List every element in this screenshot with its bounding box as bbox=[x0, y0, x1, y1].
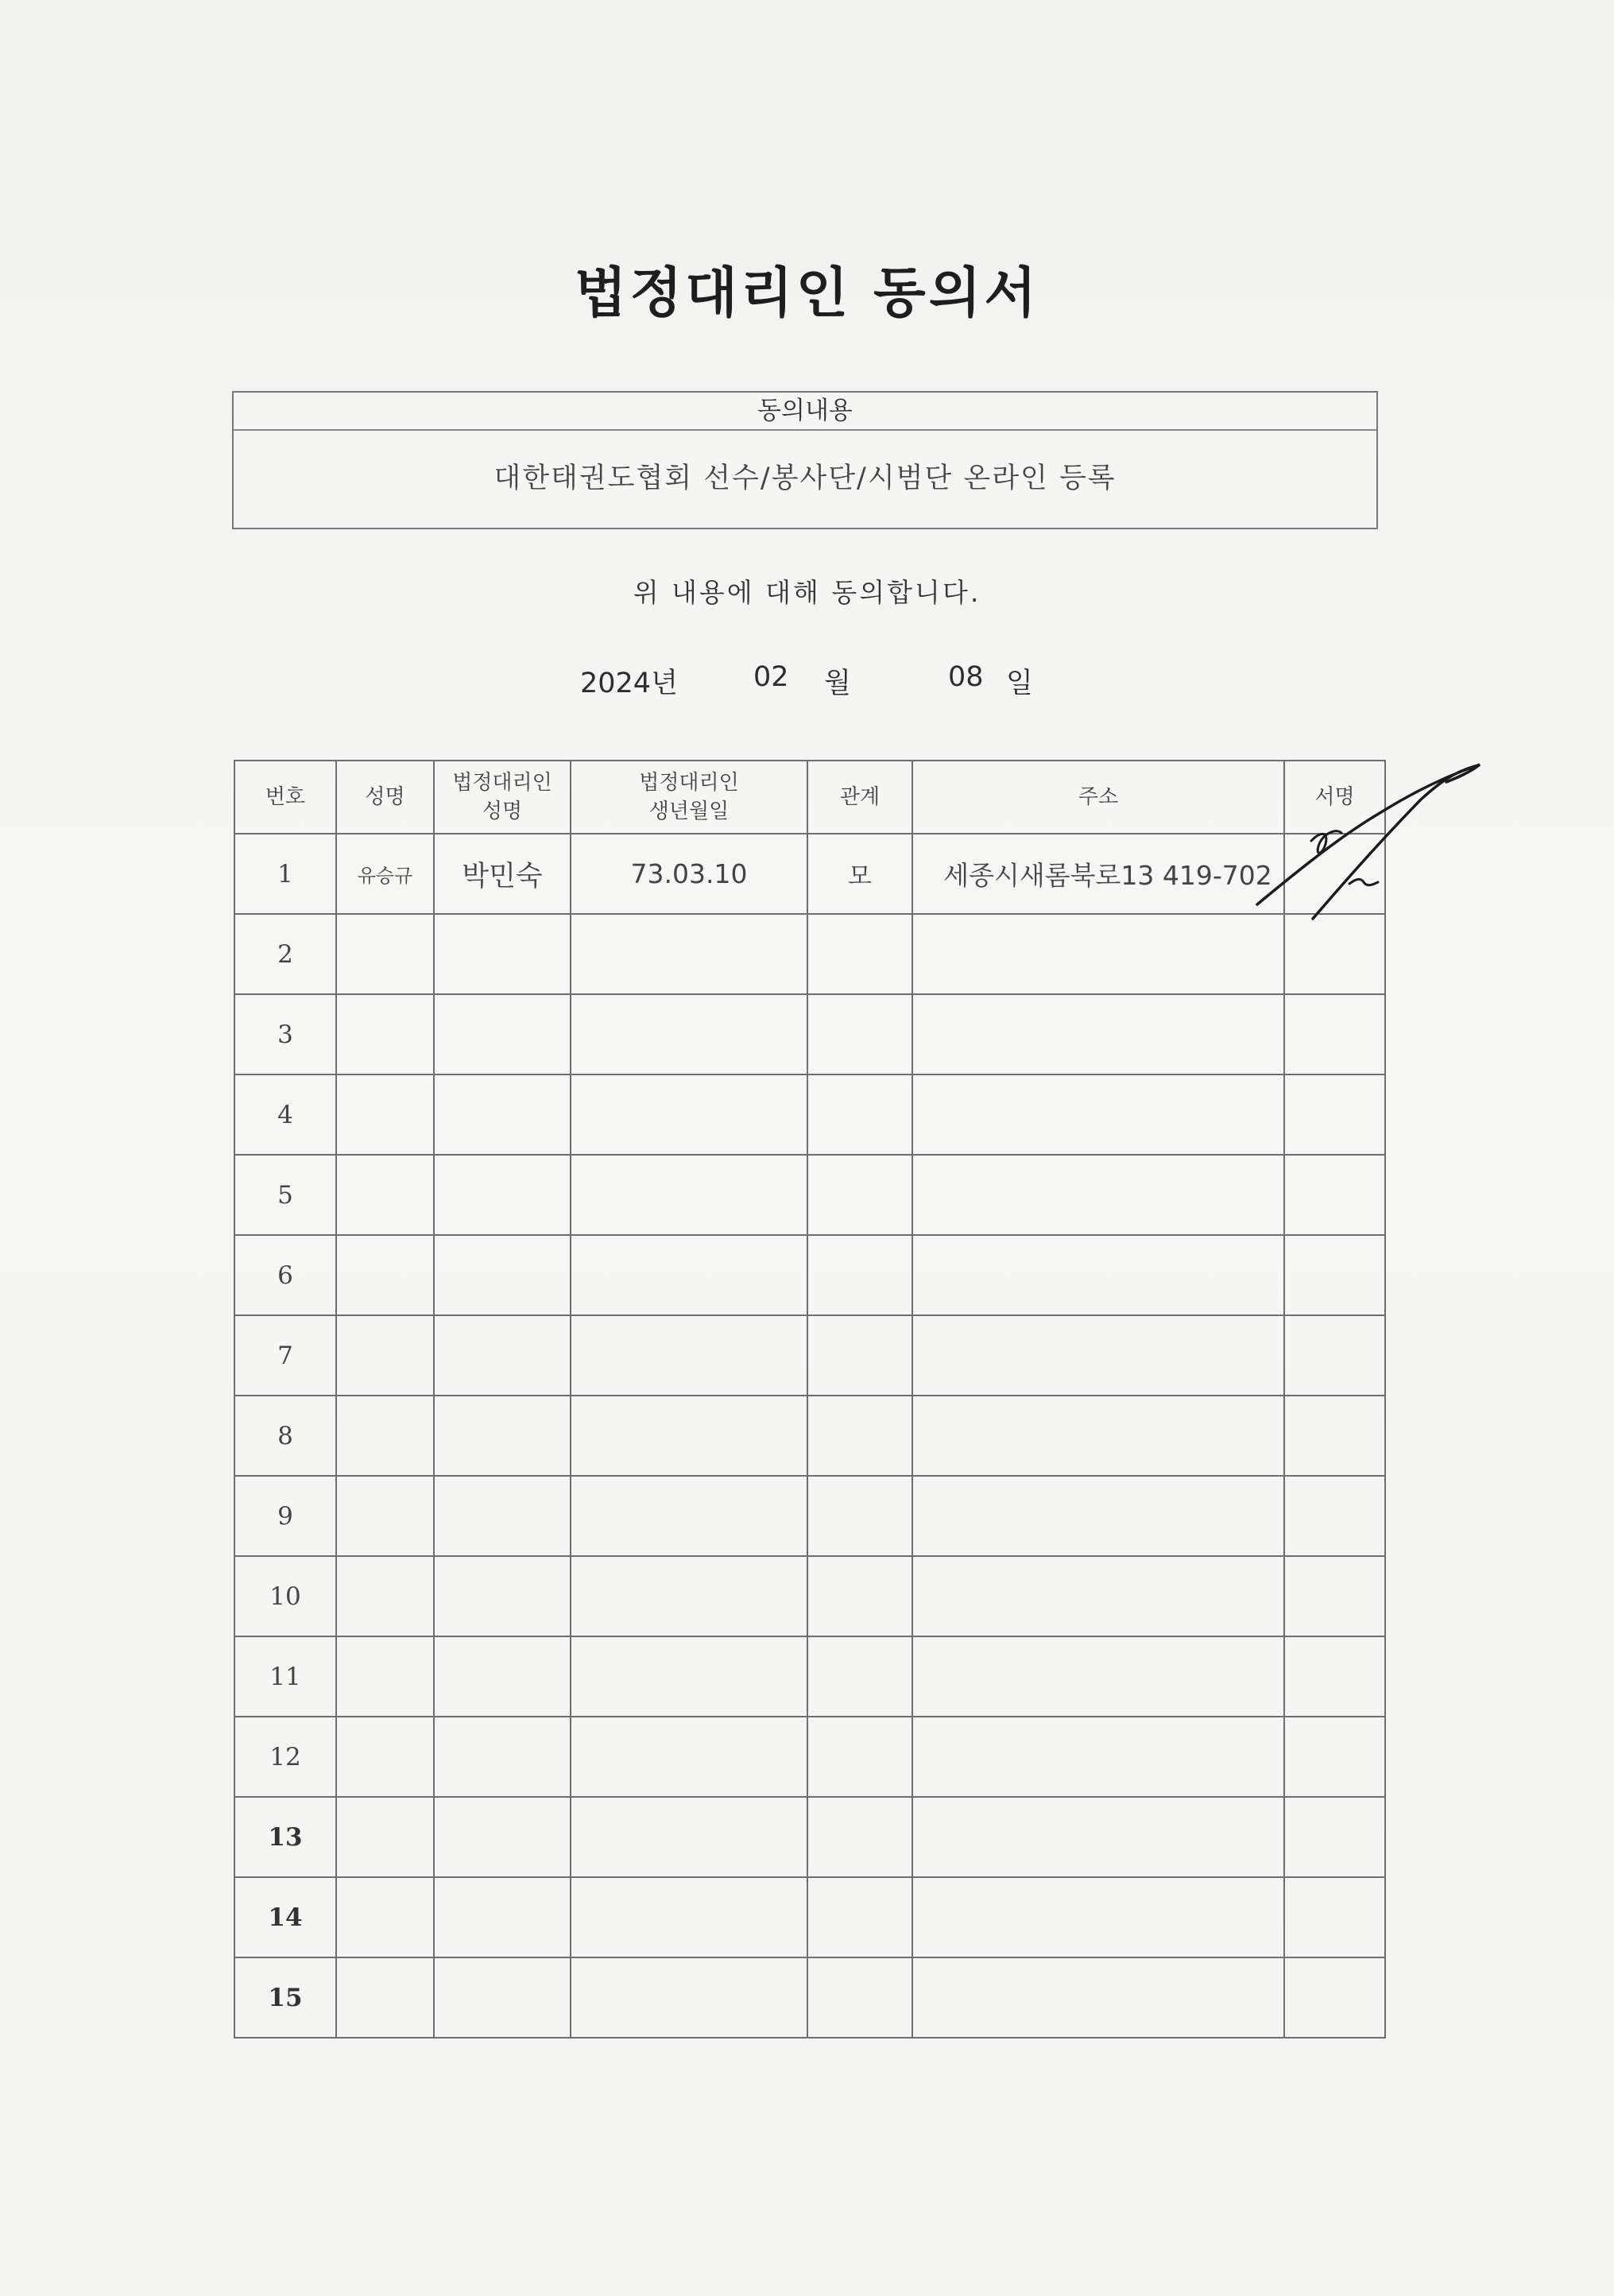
row-rep-birth bbox=[571, 1235, 807, 1315]
row-signature bbox=[1284, 1476, 1385, 1556]
header-no: 번호 bbox=[234, 761, 336, 834]
row-address bbox=[912, 1476, 1284, 1556]
row-address bbox=[912, 1636, 1284, 1717]
row-signature bbox=[1284, 1797, 1385, 1877]
row-signature bbox=[1284, 1315, 1385, 1396]
row-rep-name bbox=[434, 1957, 571, 2038]
table-row bbox=[234, 1717, 1385, 1797]
row-number: 3 bbox=[234, 994, 336, 1074]
row-rep-name bbox=[434, 1877, 571, 1957]
row-number: 2 bbox=[234, 914, 336, 994]
row-address bbox=[912, 1155, 1284, 1235]
row-relation bbox=[807, 1235, 912, 1315]
row-signature bbox=[1284, 1235, 1385, 1315]
row-rep-name bbox=[434, 1717, 571, 1797]
handwritten-signature bbox=[1248, 755, 1486, 930]
row-relation bbox=[807, 914, 912, 994]
date-day-value: 08 bbox=[948, 661, 984, 693]
row-name bbox=[336, 1957, 434, 2038]
row-number: 4 bbox=[234, 1074, 336, 1155]
row-number: 14 bbox=[234, 1877, 336, 1957]
row-number: 13 bbox=[234, 1797, 336, 1877]
row-number: 6 bbox=[234, 1235, 336, 1315]
row-name bbox=[336, 1315, 434, 1396]
table-row bbox=[234, 1877, 1385, 1957]
row-number: 12 bbox=[234, 1717, 336, 1797]
row-rep-name bbox=[434, 1797, 571, 1877]
header-rep-name-line1: 법정대리인 bbox=[452, 771, 552, 795]
row-name bbox=[336, 1155, 434, 1235]
row-rep-birth bbox=[571, 1636, 807, 1717]
agreement-text: 위 내용에 대해 동의합니다. bbox=[633, 577, 981, 608]
row-name: 유승규 bbox=[336, 834, 434, 914]
row-signature bbox=[1284, 1957, 1385, 2038]
row-address bbox=[912, 1717, 1284, 1797]
row-rep-name bbox=[434, 914, 571, 994]
row-address bbox=[912, 1074, 1284, 1155]
row-rep-name: 박민숙 bbox=[434, 834, 571, 914]
row-address bbox=[912, 1315, 1284, 1396]
row-rep-birth bbox=[571, 1476, 807, 1556]
row-number: 1 bbox=[234, 834, 336, 914]
row-relation bbox=[807, 1877, 912, 1957]
row-signature bbox=[1284, 994, 1385, 1074]
row-rep-name bbox=[434, 1074, 571, 1155]
row-address bbox=[912, 994, 1284, 1074]
row-relation bbox=[807, 1957, 912, 2038]
consent-box bbox=[232, 391, 1378, 529]
header-signature: 서명 bbox=[1284, 761, 1385, 834]
document-title: 법정대리인 동의서 bbox=[574, 262, 1040, 325]
guardian-table bbox=[234, 760, 1386, 2039]
row-rep-birth: 73.03.10 bbox=[571, 834, 807, 914]
row-rep-birth bbox=[571, 1556, 807, 1636]
row-address bbox=[912, 1877, 1284, 1957]
row-relation bbox=[807, 1717, 912, 1797]
row-rep-name bbox=[434, 1636, 571, 1717]
row-rep-birth bbox=[571, 914, 807, 994]
row-rep-birth bbox=[571, 1155, 807, 1235]
table-row bbox=[234, 1396, 1385, 1476]
row-rep-name bbox=[434, 1476, 571, 1556]
row-signature bbox=[1284, 1556, 1385, 1636]
row-name bbox=[336, 1556, 434, 1636]
row-name bbox=[336, 1396, 434, 1476]
row-rep-birth bbox=[571, 1797, 807, 1877]
table-row bbox=[234, 1074, 1385, 1155]
header-rep-birth-line2: 생년월일 bbox=[648, 800, 730, 823]
row-rep-name bbox=[434, 1235, 571, 1315]
row-address bbox=[912, 914, 1284, 994]
header-rep-birth-line1: 법정대리인 bbox=[639, 771, 739, 795]
row-name bbox=[336, 1717, 434, 1797]
header-rep-name bbox=[434, 761, 571, 834]
date-day-unit: 일 bbox=[1006, 668, 1033, 699]
row-address: 세종시새롬북로13 419-702 bbox=[912, 834, 1284, 914]
table-row bbox=[234, 1155, 1385, 1235]
row-address bbox=[912, 1797, 1284, 1877]
row-rep-birth bbox=[571, 1074, 807, 1155]
row-signature bbox=[1284, 1877, 1385, 1957]
row-relation bbox=[807, 1556, 912, 1636]
row-rep-name bbox=[434, 1556, 571, 1636]
row-relation bbox=[807, 1074, 912, 1155]
row-relation bbox=[807, 1155, 912, 1235]
header-address: 주소 bbox=[912, 761, 1284, 834]
row-number: 11 bbox=[234, 1636, 336, 1717]
table-row bbox=[234, 994, 1385, 1074]
consent-header: 동의내용 bbox=[234, 393, 1376, 431]
row-name bbox=[336, 1235, 434, 1315]
row-name bbox=[336, 1797, 434, 1877]
row-signature bbox=[1284, 1396, 1385, 1476]
row-signature bbox=[1284, 1636, 1385, 1717]
table-row bbox=[234, 1315, 1385, 1396]
row-rep-name bbox=[434, 1155, 571, 1235]
row-rep-birth bbox=[571, 1957, 807, 2038]
row-name bbox=[336, 994, 434, 1074]
table-row bbox=[234, 1476, 1385, 1556]
row-rep-name bbox=[434, 1396, 571, 1476]
row-address bbox=[912, 1957, 1284, 2038]
row-name bbox=[336, 1636, 434, 1717]
row-relation bbox=[807, 1315, 912, 1396]
table-row bbox=[234, 914, 1385, 994]
row-name bbox=[336, 1074, 434, 1155]
header-name: 성명 bbox=[336, 761, 434, 834]
row-rep-birth bbox=[571, 1877, 807, 1957]
header-rep-name-line2: 성명 bbox=[482, 800, 523, 823]
table-row bbox=[234, 1797, 1385, 1877]
row-name bbox=[336, 1476, 434, 1556]
row-relation bbox=[807, 1476, 912, 1556]
row-number: 7 bbox=[234, 1315, 336, 1396]
row-rep-birth bbox=[571, 1396, 807, 1476]
row-signature bbox=[1284, 1155, 1385, 1235]
date-month-value: 02 bbox=[753, 661, 789, 693]
row-relation bbox=[807, 1797, 912, 1877]
row-relation bbox=[807, 994, 912, 1074]
row-rep-name bbox=[434, 1315, 571, 1396]
row-number: 15 bbox=[234, 1957, 336, 2038]
row-name bbox=[336, 914, 434, 994]
row-address bbox=[912, 1396, 1284, 1476]
row-number: 5 bbox=[234, 1155, 336, 1235]
row-relation bbox=[807, 1636, 912, 1717]
table-row bbox=[234, 834, 1385, 914]
header-relation: 관계 bbox=[807, 761, 912, 834]
date-year: 2024년 bbox=[580, 668, 678, 699]
row-signature bbox=[1284, 1717, 1385, 1797]
row-number: 9 bbox=[234, 1476, 336, 1556]
date-month-unit: 월 bbox=[824, 668, 851, 699]
row-address bbox=[912, 1235, 1284, 1315]
row-rep-birth bbox=[571, 1717, 807, 1797]
row-address bbox=[912, 1556, 1284, 1636]
row-relation: 모 bbox=[807, 834, 912, 914]
row-number: 10 bbox=[234, 1556, 336, 1636]
consent-content: 대한태권도협회 선수/봉사단/시범단 온라인 등록 bbox=[493, 463, 1117, 494]
row-name bbox=[336, 1877, 434, 1957]
row-rep-name bbox=[434, 994, 571, 1074]
header-rep-birth bbox=[571, 761, 807, 834]
row-rep-birth bbox=[571, 994, 807, 1074]
table-row bbox=[234, 1235, 1385, 1315]
row-relation bbox=[807, 1396, 912, 1476]
row-rep-birth bbox=[571, 1315, 807, 1396]
table-row bbox=[234, 1556, 1385, 1636]
row-signature bbox=[1284, 1074, 1385, 1155]
row-number: 8 bbox=[234, 1396, 336, 1476]
table-row bbox=[234, 1636, 1385, 1717]
table-header-row bbox=[234, 761, 1385, 834]
table-row bbox=[234, 1957, 1385, 2038]
